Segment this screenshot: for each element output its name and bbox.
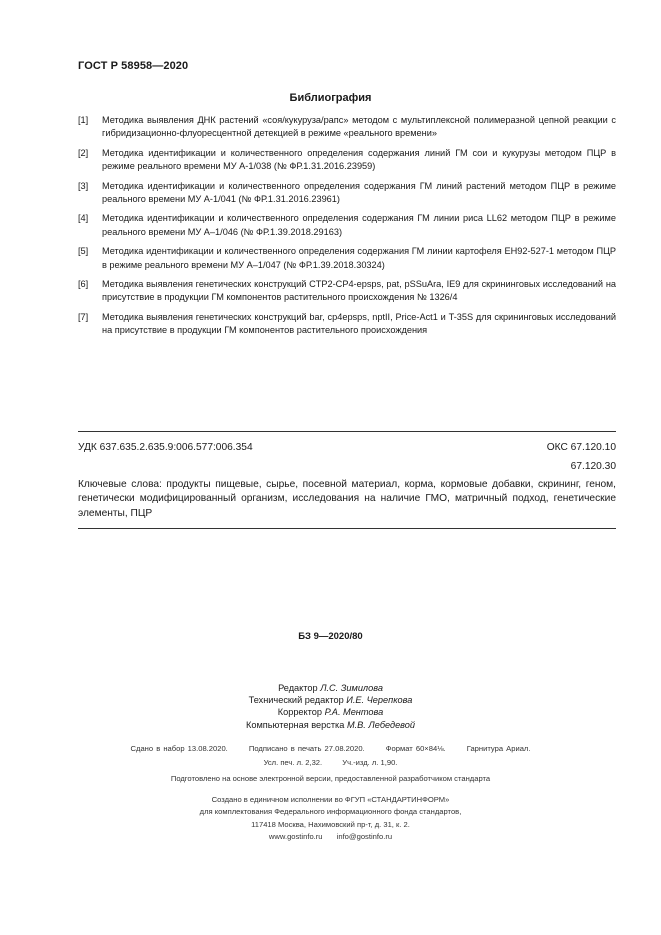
editor-name: М.В. Лебедевой: [346, 719, 415, 730]
bibliography-item-text: Методика идентификации и количественного определения содержания ГМ линии картофеля ЕН92-527-1 методом ПЦР в режиме реального времени МУ А–1/047 (№ ФР.1.39.2018.30324): [102, 246, 616, 270]
editor-role: Компьютерная верстка: [246, 719, 345, 730]
prepared-note: Подготовлено на основе электронной версии, предоставленной разработчиком стандарта: [170, 774, 491, 783]
printed-sheets: Усл. печ. л. 2,32.: [263, 758, 323, 767]
footer-line-1: Создано в единичном исполнении во ФГУП «СТАНДАРТИНФОРМ»: [211, 795, 450, 804]
bibliography-item-number: [7]: [78, 311, 89, 322]
bibliography-item-text: Методика идентификации и количественного определения содержания линий ГМ сои и кукурузы методом ПЦР в режиме реального времени МУ А-1/038 (№ ФР.1.31.2016.23959): [102, 147, 616, 172]
print-date: Подписано в печать 27.08.2020.: [248, 744, 365, 753]
bottom-divider: [78, 528, 616, 529]
bibliography-item: [78, 245, 616, 272]
footer-contacts: [0, 831, 661, 843]
bibliography-title: Библиография: [289, 92, 372, 104]
typeface: Гарнитура Ариал.: [466, 744, 531, 753]
editor-role: Технический редактор: [248, 695, 344, 706]
bibliography-item-number: [4]: [78, 213, 89, 224]
publishing-sheets: Уч.-изд. л. 1,90.: [342, 758, 398, 767]
editor-role: Редактор: [278, 683, 318, 693]
oks-code-primary: ОКС 67.120.10: [546, 442, 616, 453]
bibliography-item-number: [5]: [78, 246, 89, 257]
editor-line: [0, 682, 661, 694]
footer-line-3: 117418 Москва, Нахимовский пр-т, д. 31, к. 2.: [251, 819, 410, 829]
document-code: ГОСТ Р 58958—2020: [78, 60, 189, 72]
bibliography-item-number: [3]: [78, 180, 89, 191]
imprint-row-2: [0, 758, 661, 767]
oks-code-secondary: 67.120.30: [570, 461, 616, 472]
bibliography-item: [78, 180, 616, 207]
editor-line: [0, 706, 661, 718]
bibliography-item: [78, 278, 616, 305]
bibliography-item-text: Методика выявления ДНК растений «соя/кукуруза/рапс» методом с мультиплексной полимеразной цепной реакции с гибридизационно-флуоресцентной детекцией в режиме «реального времени»: [102, 115, 616, 139]
imprint-row-1: [0, 744, 661, 753]
imprint-block: [0, 744, 661, 767]
bibliography-item-text: Методика идентификации и количественного определения содержания ГМ линии риса LL62 методом ПЦР в режиме реального времени МУ А–1/046 (№ ФР.1.39.2018.29163): [102, 213, 616, 237]
top-divider: [78, 431, 616, 432]
bibliography-item-number: [1]: [78, 115, 89, 125]
editor-line: [0, 694, 661, 706]
udk-code: УДК 637.635.2.635.9:006.577:006.354: [78, 442, 253, 453]
bz-number: БЗ 9—2020/80: [298, 631, 363, 642]
bibliography-item-number: [6]: [78, 279, 89, 290]
email-link[interactable]: info@gostinfo.ru: [336, 832, 393, 842]
bibliography-item: [78, 147, 616, 174]
editor-name: Р.А. Ментова: [324, 707, 384, 718]
editor-name: И.Е. Черепкова: [346, 695, 413, 706]
website-link[interactable]: www.gostinfo.ru: [268, 832, 323, 842]
editors-block: [0, 682, 661, 731]
set-date: Сдано в набор 13.08.2020.: [130, 744, 228, 753]
publisher-footer: [0, 794, 661, 844]
classification-row: [78, 442, 616, 453]
bibliography-item: [78, 311, 616, 338]
bibliography-item-text: Методика выявления генетических конструкций CTP2-CP4-epsps, pat, pSSuAra, IE9 для скрининговых исследований на присутствие в продукции ГМ компонентов растительного происхождения № 1326/4: [102, 279, 616, 303]
bibliography-item: [78, 114, 616, 141]
bibliography-item-text: Методика выявления генетических конструкций bar, cp4epsps, nptII, Price-Act1 и T-35S для скрининговых исследований на присутствие в продукции ГМ компонентов растительного происхождения: [102, 311, 616, 336]
bibliography-item-number: [2]: [78, 147, 89, 158]
paper-format: Формат 60×84⅛.: [385, 744, 446, 753]
bibliography-list: [78, 114, 616, 344]
keywords: Ключевые слова: продукты пищевые, сырье, посевной материал, корма, кормовые добавки, скрининг, геном, генетически модифицированный организм, исследования на наличие ГМО, матричный подход, генетические элементы, ПЦР: [78, 479, 616, 519]
footer-line-2: для комплектования Федерального информационного фонда стандартов,: [199, 807, 462, 817]
editor-role: Корректор: [277, 707, 322, 718]
bibliography-item: [78, 212, 616, 239]
bibliography-item-text: Методика идентификации и количественного определения содержания ГМ линий растений методом ПЦР в режиме реального времени МУ А-1/041 (№ ФР.1.31.2016.23961): [102, 180, 616, 205]
editor-name: Л.С. Зимилова: [320, 683, 383, 693]
editor-line: [0, 719, 661, 731]
